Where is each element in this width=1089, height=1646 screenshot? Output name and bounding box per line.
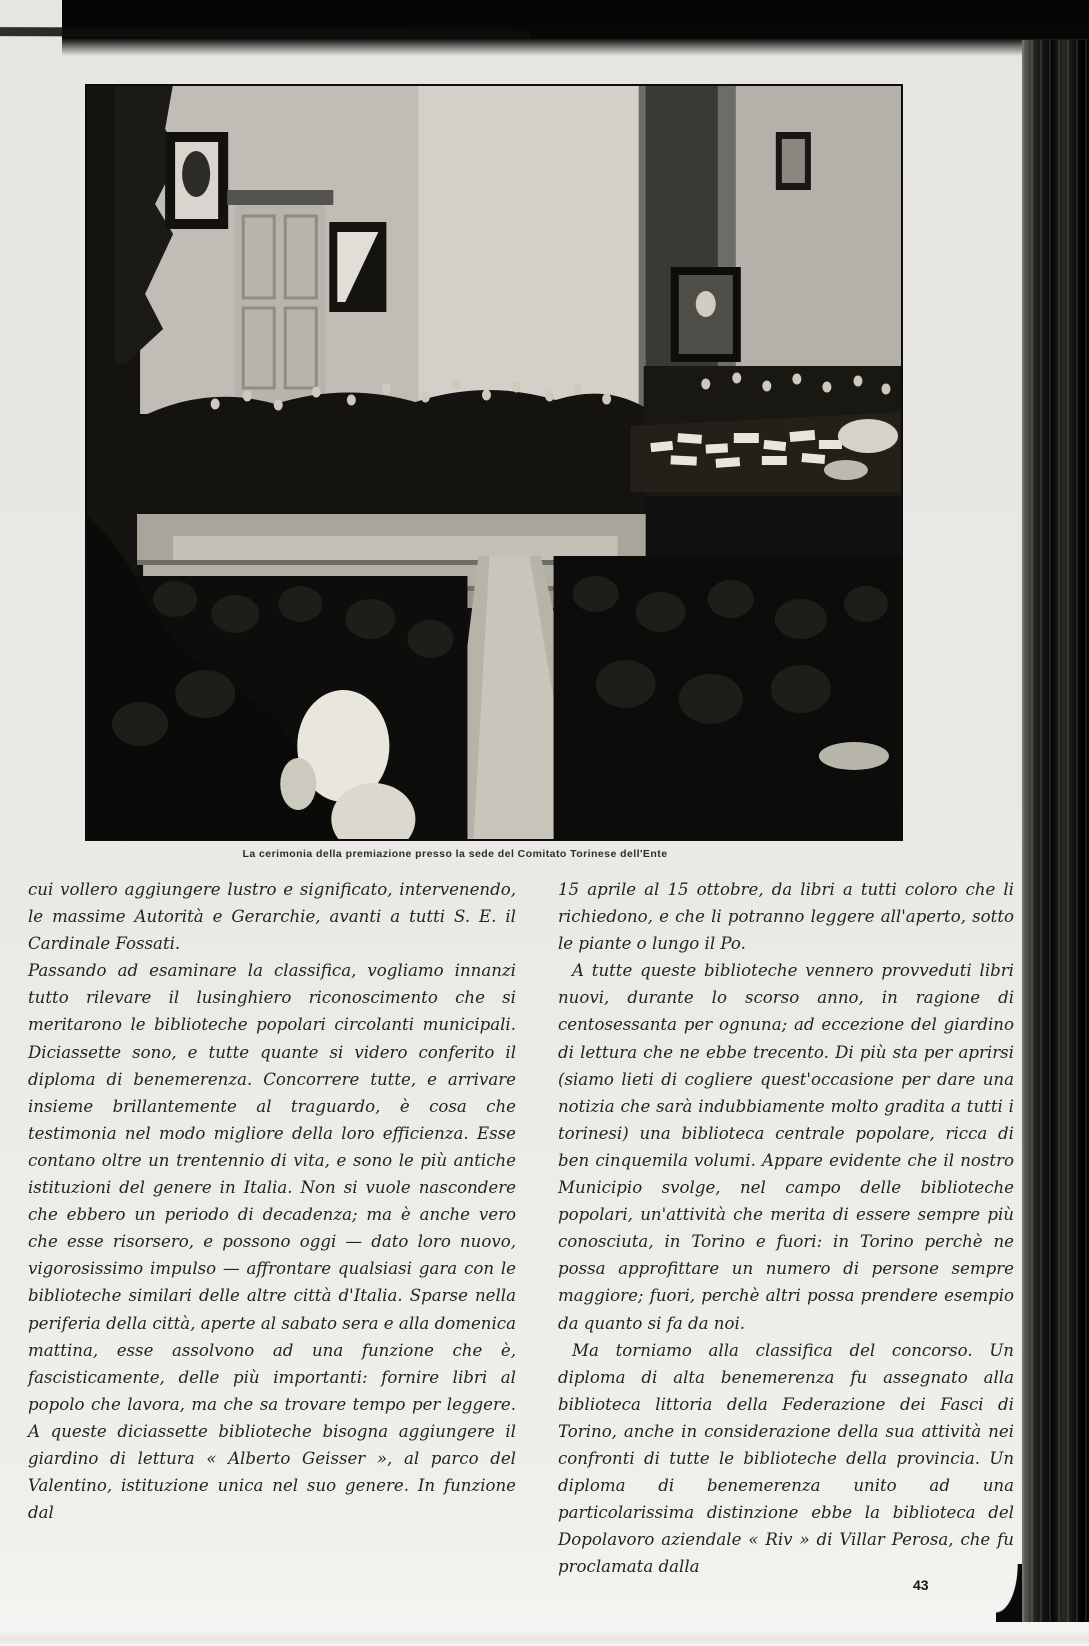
text-column-right [558, 876, 1014, 1580]
book-spine-edge [1022, 40, 1089, 1622]
page-number: 43 [913, 1577, 929, 1593]
text-column-left [28, 876, 516, 1580]
paragraph: A tutte queste biblioteche vennero provveduti libri nuovi, durante lo scorso anno, in ragione di centosessanta per ognuna; ad eccezione del giardino di lettura che ne ebbe trecento. Di più sta per aprirsi (siamo lieti di cogliere quest'occasione per dare una notizia che sarà indubbiamente molto gradita a tutti i torinesi) una biblioteca centrale popolare, ricca di ben cinquemila volumi. Appare evidente che il nostro Municipio svolge, nel campo delle biblioteche popolari, un'attività che merita di essere sempre più conosciuta, in Torino e fuori: in Torino perchè ne possa approfittare un numero di persone sempre maggiore; fuori, perchè altri possa prendere esempio da quanto si fa da noi. [558, 961, 1014, 1333]
body-text [28, 876, 1014, 1580]
page-bottom-edge [0, 1630, 1089, 1646]
photo-caption: La cerimonia della premiazione presso la sede del Comitato Torinese dell'Ente [242, 848, 668, 860]
paragraph: 15 aprile al 15 ottobre, da libri a tutti coloro che li richiedono, e che li potranno leggere all'aperto, sotto le piante o lungo il Po. [558, 880, 1014, 954]
paragraph: Passando ad esaminare la classifica, vogliamo innanzi tutto rilevare il lusinghiero riconoscimento che si meritarono le biblioteche popolari circolanti municipali. Diciassette sono, e tutte quante si videro conferito il diploma di benemerenza. Concorrere tutte, e arrivare insieme brillantemente al traguardo, è cosa che testimonia nel modo migliore della loro efficienza. Esse contano oltre un trentennio di vita, e sono le più antiche istituzioni del genere in Italia. Non si vuole nascondere che ebbero un periodo di decadenza; ma è anche vero che esse risorsero, e possono oggi — dato loro nuovo, vigorosissimo impulso — affrontare qualsiasi gara con le biblioteche similari delle altre città d'Italia. Sparse nella periferia della città, aperte al sabato sera e alla domenica mattina, esse assolvono ad una funzione che è, fascisticamente, delle più importanti: fornire libri al popolo che lavora, ma che sa trovare tempo per leggere. A queste diciassette biblioteche bisogna aggiungere il giardino di lettura « Alberto Geisser », al parco del Valentino, istituzione unica nel suo genere. In funzione dal [28, 961, 516, 1523]
ceremony-photo-art [85, 84, 903, 841]
paragraph: Ma torniamo alla classifica del concorso. Un diploma di alta benemerenza fu assegnato alla biblioteca littoria della Federazione dei Fasci di Torino, anche in considerazione della sua attività nei confronti di tutte le biblioteche della provincia. Un diploma di benemerenza unito ad una particolarissima distinzione ebbe la biblioteca del Dopolavoro aziendale « Riv » di Villar Perosa, che fu proclamata dalla [558, 1340, 1014, 1577]
ceremony-photo [85, 84, 903, 841]
paragraph: cui vollero aggiungere lustro e significato, intervenendo, le massime Autorità e Gerarchie, avanti a tutti S. E. il Cardinale Fossati. [28, 880, 516, 954]
scan-top-strip [0, 27, 530, 38]
